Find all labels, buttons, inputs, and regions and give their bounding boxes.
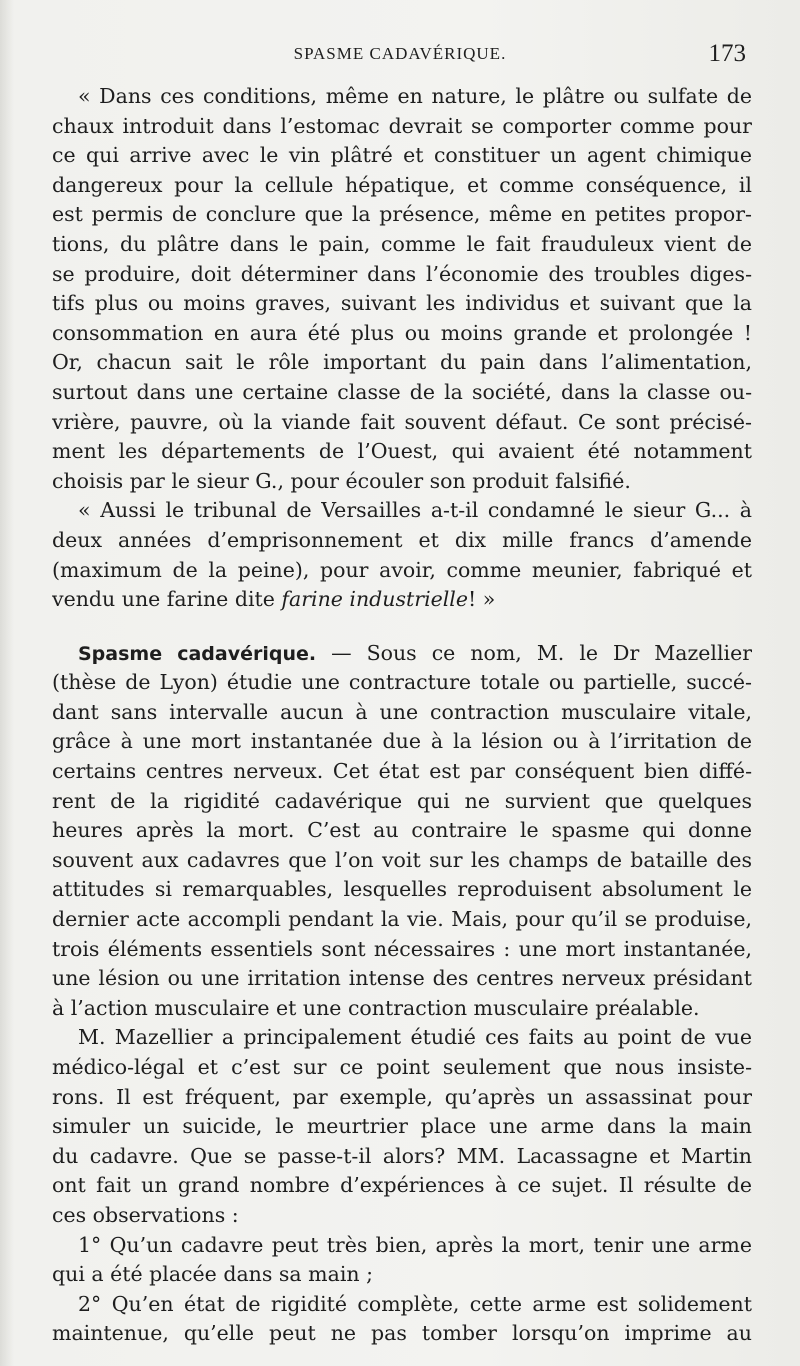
text-line: maintenue, qu’elle peut ne pas tomber lorsqu’on imprime au xyxy=(52,1321,752,1346)
text-line: vrière, pauvre, où la viande fait souvent défaut. Ce sont précisé- xyxy=(52,409,752,434)
text-line: une lésion ou une irritation intense des centres nerveux présidant xyxy=(52,966,752,991)
text-line: deux années d’emprisonnement et dix mille francs d’amende xyxy=(52,527,752,552)
text-line: 1° Qu’un cadavre peut très bien, après la mort, tenir une arme xyxy=(78,1232,752,1257)
text-line: trois éléments essentiels sont nécessaires : une mort instantanée, xyxy=(52,936,752,961)
text-line: consommation en aura été plus ou moins grande et prolongée ! xyxy=(52,320,752,345)
text-line: chaux introduit dans l’estomac devrait se comporter comme pour xyxy=(52,113,752,138)
text-fragment: vendu une farine dite xyxy=(52,587,282,612)
page-body xyxy=(52,82,752,1349)
text-line: (thèse de Lyon) étudie une contracture totale ou partielle, succé- xyxy=(52,670,752,695)
text-line: dant sans intervalle aucun à une contraction musculaire vitale, xyxy=(52,699,752,724)
text-line xyxy=(52,639,752,669)
italic-term: farine industrielle xyxy=(281,587,468,612)
text-line: choisis par le sieur G., pour écouler son produit falsifié. xyxy=(52,468,631,493)
text-line: Or, chacun sait le rôle important du pain dans l’alimentation, xyxy=(52,350,752,375)
running-title: SPASME CADAVÉRIQUE. xyxy=(293,44,507,63)
text-line: certains centres nerveux. Cet état est par conséquent bien diffé- xyxy=(52,759,752,784)
text-line: qui a été placée dans sa main ; xyxy=(52,1262,374,1287)
section-heading: Spasme cadavérique. xyxy=(78,642,317,665)
text-line: grâce à une mort instantanée due à la lésion ou à l’irritation de xyxy=(52,729,752,754)
text-fragment: — Sous ce nom, M. le Dr Mazellier xyxy=(316,640,752,665)
page-header xyxy=(52,40,748,70)
text-line: surtout dans une certaine classe de la société, dans la classe ou- xyxy=(52,379,752,404)
text-line: ont fait un grand nombre d’expériences à ce sujet. Il résulte de xyxy=(52,1173,752,1198)
text-line: souvent aux cadavres que l’on voit sur les champs de bataille des xyxy=(52,847,752,872)
text-line: tifs plus ou moins graves, suivant les individus et suivant que la xyxy=(52,291,752,316)
text-line: à l’action musculaire et une contraction musculaire préalable. xyxy=(52,995,700,1020)
text-line: « Dans ces conditions, même en nature, le plâtre ou sulfate de xyxy=(78,84,752,108)
text-line: 2° Qu’en état de rigidité complète, cette arme est solidement xyxy=(78,1291,752,1316)
text-line: rent de la rigidité cadavérique qui ne survient que quelques xyxy=(52,788,752,813)
text-line: « Aussi le tribunal de Versailles a-t-il condamné le sieur G... à xyxy=(78,498,752,523)
text-fragment: ! » xyxy=(468,587,496,612)
text-line: est permis de conclure que la présence, même en petites propor- xyxy=(52,202,752,227)
text-line: dangereux pour la cellule hépatique, et comme conséquence, il xyxy=(52,172,752,197)
text-line: ce qui arrive avec le vin plâtré et constituer un agent chimique xyxy=(52,143,752,168)
text-line: heures après la mort. C’est au contraire le spasme qui donne xyxy=(52,818,752,843)
text-line xyxy=(52,585,752,615)
section-gap xyxy=(52,615,752,639)
text-line: se produire, doit déterminer dans l’économie des troubles diges- xyxy=(52,261,752,286)
text-line: médico-légal et c’est sur ce point seulement que nous insiste- xyxy=(52,1055,752,1079)
text-line: dernier acte accompli pendant la vie. Mais, pour qu’il se produise, xyxy=(52,907,752,932)
text-line: ces observations : xyxy=(52,1202,239,1227)
text-line: rons. Il est fréquent, par exemple, qu’après un assassinat pour xyxy=(52,1084,752,1109)
text-line: simuler un suicide, le meurtrier place une arme dans la main xyxy=(52,1114,752,1139)
text-line: attitudes si remarquables, lesquelles reproduisent absolument le xyxy=(52,877,752,902)
text-line: M. Mazellier a principalement étudié ces faits au point de vue xyxy=(78,1025,752,1050)
text-line: (maximum de la peine), pour avoir, comme meunier, fabriqué et xyxy=(52,557,752,582)
text-line: tions, du plâtre dans le pain, comme le fait frauduleux vient de xyxy=(52,231,752,256)
text-line: du cadavre. Que se passe-t-il alors? MM. Lacassagne et Martin xyxy=(52,1143,752,1168)
text-line: ment les départements de l’Ouest, qui avaient été notamment xyxy=(52,439,752,464)
page-number: 173 xyxy=(708,40,746,67)
